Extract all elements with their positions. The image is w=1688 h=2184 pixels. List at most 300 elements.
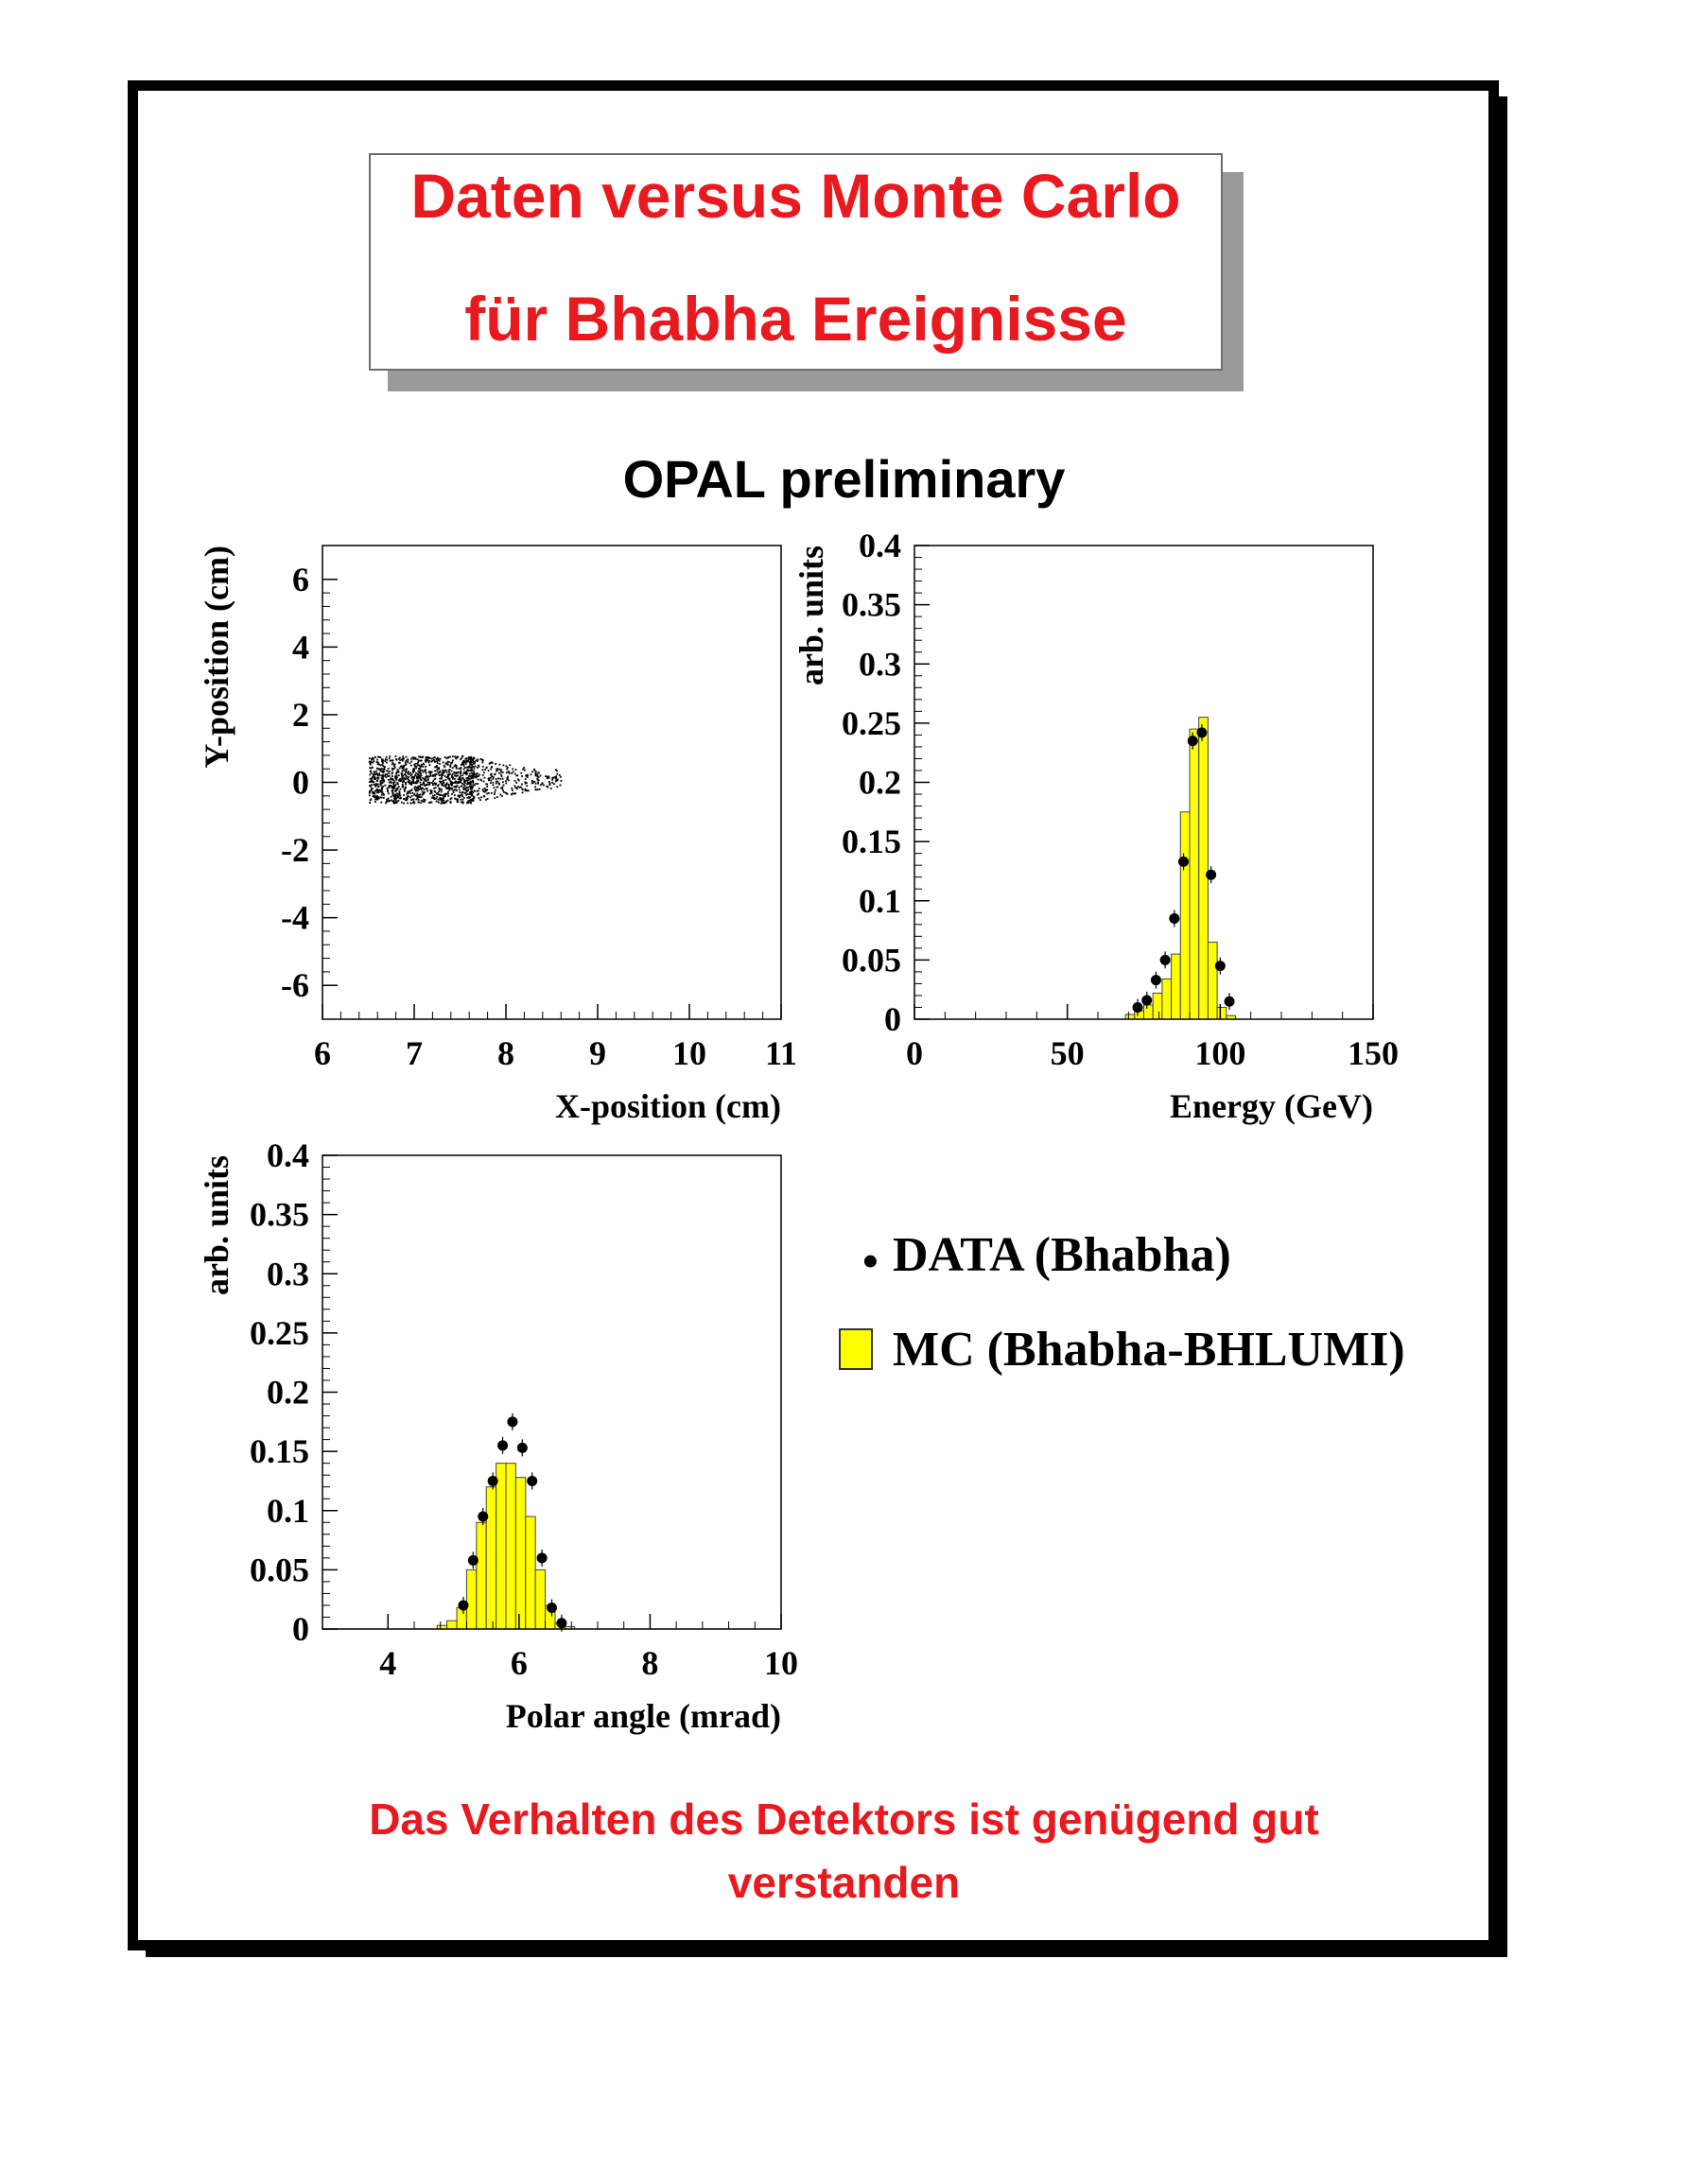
xy-scatter-point: [521, 789, 523, 790]
xy-scatter-point: [425, 766, 426, 768]
xy-scatter-point: [392, 759, 394, 761]
xy-scatter-point: [377, 763, 379, 765]
xy-scatter-point: [445, 763, 447, 765]
xy-scatter-point: [454, 794, 456, 796]
xy-scatter-point: [451, 774, 453, 776]
xy-scatter-point: [380, 790, 382, 792]
xy-scatter-point: [426, 772, 427, 774]
xy-scatter-point: [531, 780, 533, 782]
xy-scatter-point: [382, 781, 384, 783]
xy-scatter-point: [391, 777, 392, 779]
xy-scatter-point: [441, 778, 443, 780]
xy-scatter-point: [369, 773, 371, 775]
xy-scatter-point: [410, 782, 412, 784]
xy-scatter-point: [482, 760, 484, 762]
xy-scatter-point: [472, 777, 474, 779]
xy-scatter-point: [537, 779, 539, 781]
xy-scatter-point: [427, 784, 429, 786]
xy-scatter-point: [433, 778, 435, 780]
polar-xtick-label: 4: [379, 1644, 397, 1682]
xy-scatter-point: [486, 789, 488, 791]
xy-scatter-point: [428, 762, 430, 764]
xy-scatter-point: [469, 773, 471, 775]
xy-scatter-point: [480, 796, 482, 798]
xy-ytick-label: 2: [292, 695, 309, 734]
xy-scatter-point: [430, 775, 432, 777]
xy-scatter-point: [454, 778, 456, 780]
legend-data-label: DATA (Bhabha): [893, 1228, 1231, 1282]
xy-scatter-point: [434, 790, 436, 792]
xy-scatter-point: [503, 784, 505, 786]
xy-scatter-point: [392, 795, 394, 797]
xy-scatter-point: [403, 757, 405, 759]
xy-ytick-label: -4: [281, 898, 309, 937]
xy-scatter-point: [411, 789, 413, 791]
xy-scatter-point: [388, 768, 390, 770]
xy-scatter-point: [449, 801, 451, 803]
xy-scatter-point: [493, 778, 495, 780]
xy-scatter-point: [369, 781, 371, 783]
xy-scatter-point: [496, 781, 498, 783]
xy-scatter-point: [463, 789, 465, 790]
xy-scatter-point: [394, 764, 396, 766]
xy-scatter-point: [477, 790, 479, 792]
xy-scatter-point: [371, 777, 373, 779]
xy-ytick-label: 0: [292, 763, 309, 802]
xy-scatter-point: [369, 761, 371, 763]
xy-scatter-point: [372, 780, 374, 782]
xy-scatter-point: [385, 785, 387, 787]
xy-scatter-point: [464, 761, 466, 763]
xy-scatter-point: [490, 774, 492, 776]
xy-scatter-point: [547, 787, 548, 789]
xy-scatter-point: [443, 796, 444, 798]
xy-scatter-point: [454, 789, 456, 790]
xy-scatter-point: [514, 773, 516, 775]
xy-scatter-point: [387, 775, 389, 777]
energy-tick-marks: [842, 527, 1399, 1072]
xy-scatter-point: [468, 787, 470, 789]
xy-scatter-point: [437, 799, 439, 801]
xy-scatter-point: [398, 762, 400, 764]
xy-scatter-point: [535, 772, 537, 774]
xy-scatter-point: [416, 787, 418, 789]
xy-scatter-point: [407, 776, 409, 778]
xy-scatter-point: [449, 764, 451, 766]
xy-scatter-point: [450, 783, 452, 785]
xy-scatter-point: [440, 788, 442, 789]
xy-scatter-point: [482, 790, 484, 792]
xy-scatter-point: [465, 771, 467, 773]
xy-scatter-point: [396, 783, 398, 785]
xy-scatter-point: [434, 783, 436, 785]
xy-scatter-point: [374, 801, 376, 803]
energy-mc-histogram: [1125, 718, 1235, 1019]
xy-scatter-point: [559, 774, 561, 776]
xy-scatter-point: [472, 800, 474, 802]
xy-scatter-point: [466, 797, 468, 799]
xy-scatter-point: [429, 764, 431, 766]
xy-scatter-point: [513, 793, 515, 795]
legend-data-marker: •: [862, 1237, 879, 1287]
xy-scatter-point: [507, 767, 509, 769]
xy-scatter-point: [470, 782, 472, 784]
xy-scatter-point: [393, 803, 395, 805]
xy-scatter-point: [414, 766, 416, 768]
xy-scatter-point: [374, 777, 376, 779]
xy-scatter-point: [371, 784, 373, 786]
xy-scatter-point: [482, 774, 484, 776]
xy-scatter-point: [494, 793, 496, 795]
xy-scatter-point: [449, 779, 451, 781]
xy-scatter-point: [481, 762, 483, 764]
xy-scatter-point: [434, 794, 436, 796]
xy-scatter-point: [492, 762, 494, 764]
xy-scatter-point: [470, 783, 472, 785]
xy-scatter-point: [392, 792, 393, 794]
xy-scatter-point: [455, 771, 457, 773]
xy-scatter-point: [460, 769, 461, 771]
xy-scatter-point: [474, 789, 476, 791]
xy-scatter-point: [493, 784, 495, 786]
xy-scatter-point: [482, 766, 484, 768]
xy-scatter-point: [442, 784, 444, 786]
xy-scatter-point: [406, 797, 408, 799]
xy-scatter-point: [414, 774, 416, 776]
xy-scatter-point: [522, 791, 524, 793]
xy-scatter-point: [429, 773, 431, 775]
footer-line-2: verstanden: [727, 1858, 961, 1907]
xy-scatter-point: [418, 796, 420, 798]
title-line-2: für Bhabha Ereignisse: [464, 284, 1127, 354]
polar-data-point: [488, 1476, 498, 1486]
xy-scatter-point: [425, 785, 426, 787]
polar-data-point: [497, 1440, 508, 1450]
xy-scatter-point: [437, 762, 439, 764]
xy-scatter-point: [422, 766, 424, 768]
xy-scatter-point: [499, 778, 501, 780]
xy-scatter-point: [520, 772, 522, 774]
xy-scatter-point: [403, 803, 405, 805]
xy-scatter-point: [457, 801, 459, 803]
xy-scatter-point: [382, 774, 384, 776]
xy-scatter-point: [429, 793, 431, 795]
xy-scatter-point: [537, 783, 539, 785]
xy-scatter-point: [376, 773, 378, 775]
xy-scatter-point: [438, 772, 440, 774]
xy-scatter-point: [369, 802, 371, 804]
xy-scatter-point: [459, 789, 461, 791]
polar-ytick-label: 0.05: [250, 1551, 309, 1589]
xy-scatter-point: [405, 787, 407, 789]
xy-scatter-point: [427, 782, 429, 784]
xy-scatter-point: [556, 780, 558, 782]
xy-scatter-point: [470, 803, 472, 805]
xy-scatter-point: [479, 797, 480, 799]
xy-scatter-point: [457, 774, 459, 776]
xy-xlabel: X-position (cm): [555, 1087, 781, 1125]
xy-scatter-point: [392, 789, 393, 791]
xy-scatter-point: [388, 798, 390, 800]
xy-scatter-point: [420, 772, 422, 774]
xy-scatter-point: [425, 769, 426, 771]
xy-scatter-point: [418, 799, 420, 801]
xy-scatter-point: [385, 773, 387, 775]
xy-scatter-point: [429, 802, 431, 804]
xy-scatter-point: [550, 788, 552, 789]
xy-scatter-point: [467, 793, 469, 795]
xy-scatter-point: [503, 764, 505, 766]
xy-scatter-point: [432, 797, 434, 799]
xy-scatter-point: [444, 766, 446, 768]
xy-scatter-point: [475, 766, 477, 768]
xy-scatter-point: [521, 775, 523, 777]
xy-scatter-point: [473, 766, 475, 768]
xy-scatter-point: [397, 796, 399, 798]
xy-scatter-point: [513, 785, 515, 787]
xy-scatter-point: [443, 780, 444, 782]
xy-scatter-point: [460, 772, 461, 774]
xy-scatter-point: [429, 757, 431, 759]
xy-scatter-point: [490, 768, 492, 770]
xy-scatter-point: [398, 790, 400, 792]
xy-scatter-point: [465, 794, 467, 796]
xy-scatter-point: [430, 772, 432, 774]
xy-scatter-point: [382, 771, 384, 772]
xy-scatter-point: [374, 790, 376, 792]
xy-scatter-point: [396, 776, 398, 778]
xy-scatter-point: [454, 774, 456, 776]
xy-scatter-point: [470, 766, 472, 768]
xy-scatter-point: [525, 789, 527, 790]
xy-scatter-point: [436, 773, 438, 775]
xy-scatter-point: [460, 791, 461, 793]
xy-scatter-point: [428, 771, 430, 773]
xy-scatter-point: [387, 788, 389, 789]
xy-scatter-point: [394, 784, 396, 786]
xy-scatter-point: [466, 773, 468, 775]
xy-scatter-point: [540, 775, 542, 777]
xy-scatter-point: [462, 799, 464, 801]
xy-scatter-point: [556, 773, 558, 775]
xy-scatter-point: [473, 796, 475, 798]
xy-scatter-point: [383, 797, 385, 799]
polar-data-point: [517, 1443, 528, 1453]
xy-scatter-point: [395, 795, 397, 797]
xy-scatter-point: [461, 774, 463, 776]
polar-data-point: [527, 1476, 537, 1486]
energy-data-point: [1151, 975, 1161, 985]
xy-scatter-point: [422, 770, 424, 771]
xy-scatter-point: [389, 782, 391, 784]
xy-scatter-point: [479, 773, 480, 775]
energy-mc-bin: [1190, 729, 1199, 1019]
xy-scatter-point: [376, 759, 378, 761]
xy-scatter-point: [460, 775, 461, 777]
xy-scatter-point: [388, 792, 390, 794]
xy-scatter-point: [449, 756, 451, 758]
xy-scatter-point: [540, 784, 542, 786]
xy-scatter-point: [423, 763, 425, 765]
xy-scatter-point: [462, 778, 464, 780]
polar-ytick-label: 0.4: [267, 1136, 309, 1174]
xy-scatter-point: [441, 774, 443, 776]
polar-ytick-label: 0.2: [267, 1373, 309, 1412]
xy-scatter-point: [456, 775, 458, 777]
xy-scatter-point: [424, 779, 426, 781]
xy-scatter-point: [424, 782, 426, 784]
xy-scatter-point: [396, 779, 398, 781]
xy-scatter-point: [436, 758, 438, 760]
xy-scatter-point: [401, 774, 403, 776]
xy-ytick-label: -2: [281, 831, 309, 870]
xy-scatter-point: [403, 770, 405, 771]
xy-scatter-point: [471, 793, 473, 795]
xy-scatter-point: [502, 778, 504, 780]
xy-ytick-label: 4: [292, 628, 309, 667]
xy-scatter-point: [434, 756, 436, 758]
xy-scatter-point: [413, 777, 415, 779]
xy-scatter-point: [448, 756, 450, 758]
xy-scatter-point: [428, 775, 430, 777]
xy-scatter-point: [399, 789, 401, 790]
polar-mc-bin: [506, 1464, 515, 1629]
xy-scatter-point: [527, 776, 529, 778]
xy-scatter-point: [415, 799, 417, 801]
xy-scatter-point: [379, 770, 381, 771]
xy-scatter-point: [392, 782, 394, 784]
xy-scatter-point: [479, 779, 481, 781]
xy-scatter-point: [369, 794, 371, 796]
xy-scatter-point: [420, 784, 422, 786]
energy-xtick-label: 50: [1050, 1034, 1085, 1072]
xy-scatter-point: [422, 788, 424, 789]
xy-xtick-label: 8: [497, 1034, 514, 1072]
xy-scatter-point: [506, 768, 508, 770]
xy-scatter-point: [502, 771, 504, 773]
xy-scatter-point: [461, 796, 463, 798]
xy-scatter-point: [505, 780, 507, 782]
polar-mc-bin: [457, 1607, 466, 1629]
xy-scatter-point: [436, 793, 438, 795]
xy-scatter-point: [464, 767, 466, 769]
xy-scatter-point: [491, 766, 493, 768]
xy-scatter-point: [533, 769, 535, 771]
xy-scatter-point: [441, 798, 443, 800]
xy-scatter-point: [446, 764, 448, 766]
xy-scatter-point: [379, 774, 381, 776]
xy-scatter-point: [419, 776, 421, 778]
xy-tick-marks: [281, 561, 797, 1072]
xy-scatter-point: [458, 787, 460, 789]
xy-scatter-point: [527, 774, 529, 776]
xy-scatter-point: [469, 778, 471, 780]
xy-scatter-point: [402, 755, 404, 757]
xy-scatter-point: [475, 759, 477, 761]
xy-scatter-point: [453, 791, 455, 793]
xy-scatter-point: [513, 771, 514, 772]
xy-scatter-point: [374, 784, 375, 786]
xy-scatter-point: [374, 786, 376, 788]
xy-scatter-point: [548, 775, 549, 777]
xy-scatter-point: [500, 770, 502, 771]
xy-scatter-point: [410, 799, 412, 801]
xy-scatter-point: [395, 772, 397, 774]
xy-scatter-point: [381, 797, 383, 799]
xy-scatter-point: [434, 775, 436, 777]
xy-scatter-point: [403, 794, 405, 796]
xy-scatter-point: [535, 771, 537, 772]
xy-scatter-point: [391, 785, 392, 787]
xy-scatter-point: [390, 760, 392, 762]
xy-scatter-point: [469, 758, 471, 760]
xy-scatter-point: [502, 789, 504, 791]
xy-scatter-point: [456, 781, 458, 783]
xy-scatter-point: [387, 771, 389, 772]
xy-scatter-point: [394, 775, 396, 777]
xy-scatter-point: [420, 760, 422, 762]
xy-scatter-point: [443, 803, 444, 805]
xy-scatter-point: [391, 782, 392, 784]
xy-scatter-point: [373, 760, 374, 762]
xy-scatter-point: [391, 796, 392, 798]
xy-scatter-point: [379, 789, 381, 791]
xy-scatter-point: [463, 772, 465, 774]
xy-scatter-point: [444, 756, 446, 758]
xy-scatter-point: [399, 759, 401, 761]
xy-scatter-point: [459, 781, 461, 783]
xy-scatter-point: [389, 775, 391, 777]
energy-data-point: [1178, 857, 1189, 867]
xy-scatter-point: [460, 771, 461, 772]
xy-scatter-point: [370, 786, 372, 788]
xy-scatter-point: [536, 776, 538, 778]
xy-scatter-point: [458, 771, 460, 773]
xy-scatter-point: [369, 757, 371, 759]
xy-scatter-point: [548, 784, 550, 786]
xy-scatter-point: [420, 756, 422, 758]
xy-scatter-point: [452, 755, 454, 757]
xy-scatter-point: [431, 782, 433, 784]
xy-scatter-point: [425, 800, 426, 802]
xy-scatter-point: [414, 789, 416, 790]
xy-scatter-point: [375, 771, 377, 772]
xy-scatter-point: [445, 793, 447, 795]
xy-scatter-point: [490, 762, 492, 764]
xy-scatter-point: [537, 789, 539, 790]
xy-scatter-point: [484, 777, 486, 779]
xy-scatter-point: [551, 779, 553, 781]
xy-scatter-point: [454, 782, 456, 784]
xy-scatter-point: [457, 785, 459, 787]
xy-scatter-point: [455, 757, 457, 759]
xy-scatter-point: [438, 802, 440, 804]
xy-scatter-point: [553, 783, 555, 785]
polar-data-point: [547, 1603, 557, 1613]
xy-scatter-point: [427, 779, 429, 781]
xy-scatter-point: [487, 798, 489, 800]
xy-scatter-point: [496, 778, 497, 780]
xy-scatter-point: [505, 765, 507, 767]
xy-scatter-point: [444, 770, 446, 771]
energy-ytick-label: 0.4: [859, 527, 901, 564]
xy-scatter-point: [515, 782, 517, 784]
xy-scatter-point: [501, 795, 503, 797]
xy-scatter-point: [400, 797, 402, 799]
xy-scatter-point: [383, 794, 385, 796]
xy-scatter-point: [469, 763, 471, 765]
xy-scatter-point: [509, 772, 511, 774]
